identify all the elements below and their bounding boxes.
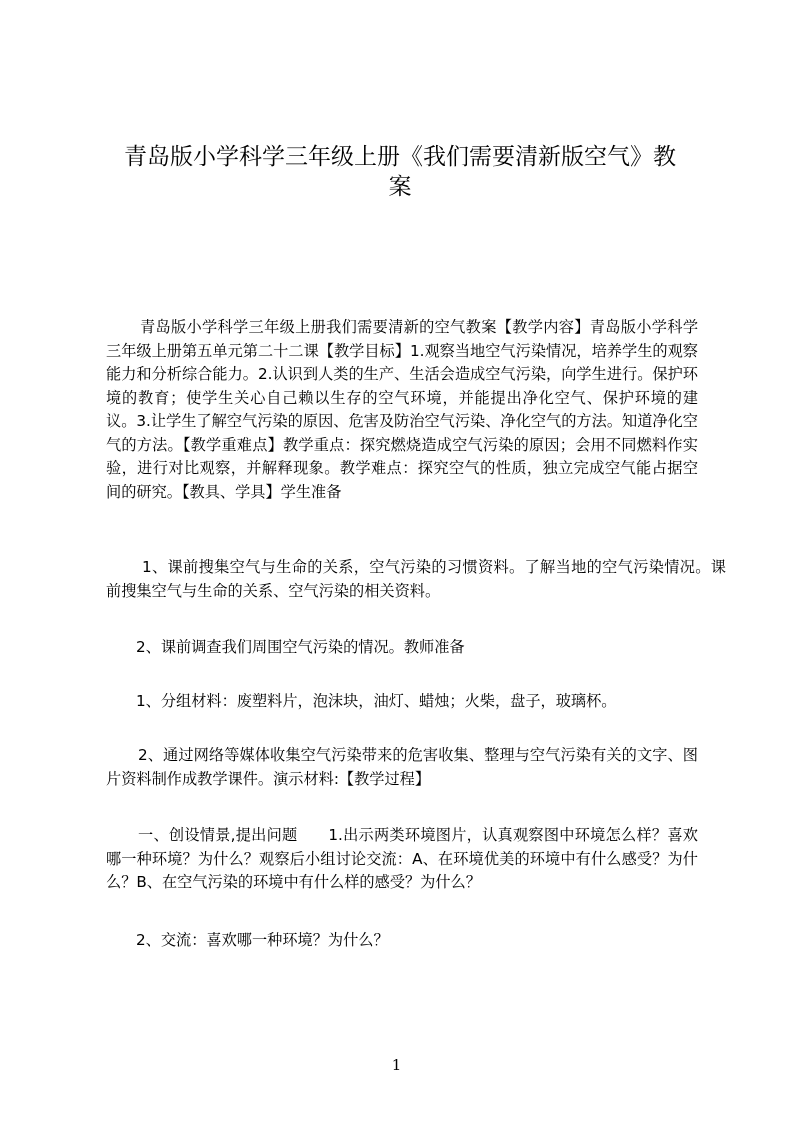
paragraph-process-step-1: 一、创设情景,提出问题 1.出示两类环境图片，认真观察图中环境怎么样？喜欢哪一种环境？为什么？观察后小组讨论交流：A、在环境优美的环境中有什么感受？为什么？B、在空气污染的环境中有什么样的感受？为什么？	[106, 826, 698, 891]
page-number: 1	[391, 1056, 402, 1074]
paragraph-student-prep-1: 1、课前搜集空气与生命的关系，空气污染的习惯资料。了解当地的空气污染情况。课前搜集空气与生命的关系、空气污染的相关资料。	[106, 558, 726, 600]
paragraph-teaching-plan-intro: 青岛版小学科学三年级上册我们需要清新的空气教案【教学内容】青岛版小学科学三年级上册第五单元第二十二课【教学目标】1.观察当地空气污染情况，培养学生的观察能力和分析综合能力。2.认识到人类的生产、生活会造成空气污染，向学生进行。保护环境的教育；使学生关心自己赖以生存的空气环境，并能提出净化空气、保护环境的建议。3.让学生了解空气污染的原因、危害及防治空气污染、净化空气的方法。知道净化空气的方法。【教学重难点】教学重点：探究燃烧造成空气污染的原因；会用不同燃料作实验，进行对比观察，并解释现象。教学难点：探究空气的性质，独立完成空气能占据空间的研究。【教具、学具】学生准备	[106, 318, 698, 501]
document-title	[100, 142, 700, 202]
document-title-line-2: 案	[388, 174, 412, 200]
paragraph-teacher-prep-2: 2、通过网络等媒体收集空气污染带来的危害收集、整理与空气污染有关的文字、图片资料制作成教学课件。演示材料:【教学过程】	[106, 746, 698, 788]
paragraph-student-prep-2: 2、课前调查我们周围空气污染的情况。教师准备	[136, 638, 465, 656]
paragraph-process-step-2: 2、交流：喜欢哪一种环境？为什么？	[136, 931, 389, 949]
document-title-line-1: 青岛版小学科学三年级上册《我们需要清新版空气》教	[124, 144, 676, 170]
paragraph-teacher-prep-1: 1、分组材料：废塑料片，泡沫块，油灯、蜡烛；火柴，盘子，玻璃杯。	[136, 692, 617, 710]
